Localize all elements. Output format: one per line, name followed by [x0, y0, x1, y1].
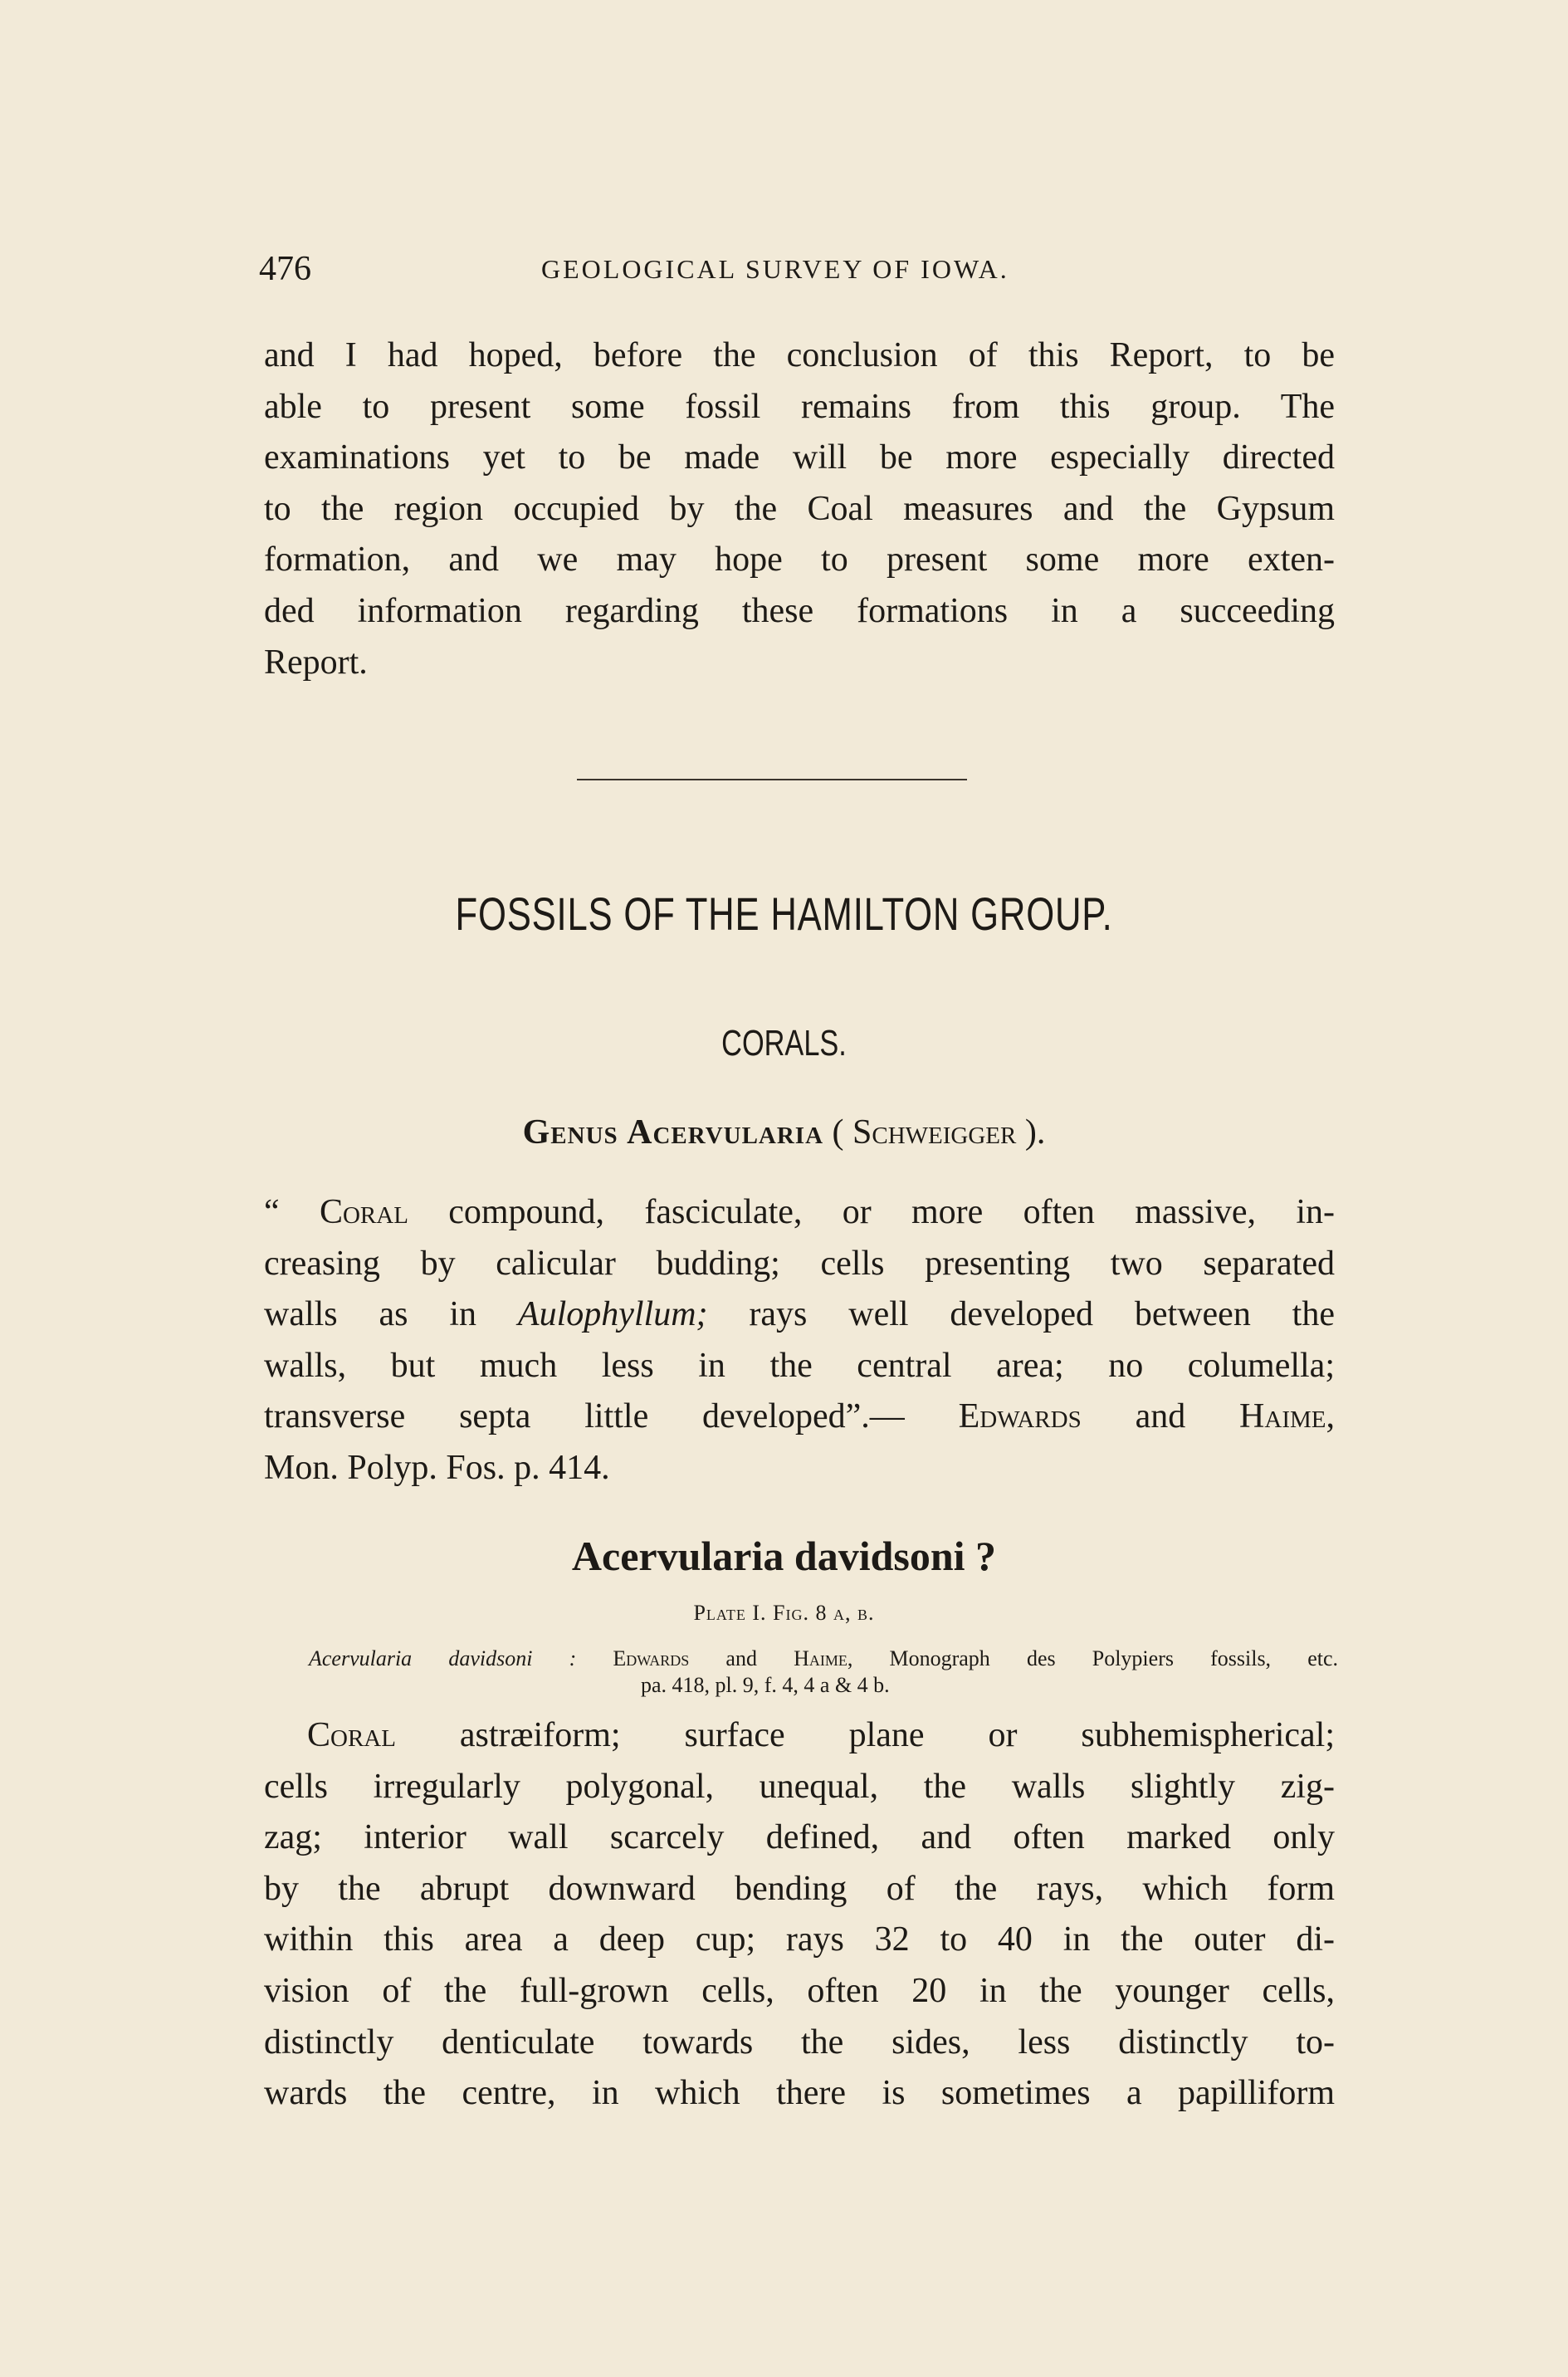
author-name: Edwards [958, 1397, 1082, 1436]
text-line: and I had hoped, before the conclusion of this Report, to be [264, 336, 1335, 374]
text-line: within this area a deep cup; rays 32 to 40 in the outer di- [264, 1920, 1335, 1959]
italic-term: Aulophyllum; [517, 1295, 708, 1334]
intro-paragraph [264, 330, 1335, 688]
text-run: compound, fasciculate, or more often massive, in- [408, 1193, 1335, 1231]
text-run: rays well developed between the [707, 1295, 1335, 1334]
genus-name: Acervularia [627, 1113, 824, 1152]
text-line: creasing by calicular budding; cells presenting two separated [264, 1244, 1335, 1283]
citation-line: pa. 418, pl. 9, f. 4, 4 a & 4 b. [641, 1673, 890, 1697]
text-run: walls as in [264, 1295, 518, 1334]
text-line: to the region occupied by the Coal measures and the Gypsum [264, 489, 1335, 528]
text-line: distinctly denticulate towards the sides, less distinctly to- [264, 2022, 1335, 2062]
genus-description [264, 1187, 1335, 1494]
text-line: examinations yet to be made will be more especially directed [264, 438, 1335, 477]
species-heading: Acervularia davidsoni ? [571, 1533, 997, 1579]
author-name: Edwards [613, 1646, 690, 1670]
text-line [264, 1710, 1335, 1762]
text-line: by the abrupt downward bending of the rays, which form [264, 1869, 1335, 1908]
text-line: Report. [264, 643, 368, 682]
author-name: Haime, [1239, 1397, 1335, 1436]
text-run: and [1081, 1397, 1240, 1436]
section-subheading: CORALS. [721, 1023, 847, 1064]
text-line: zag; interior wall scarcely defined, and often marked only [264, 1818, 1335, 1857]
species-description [264, 1710, 1335, 2120]
open-quote: “ [264, 1193, 320, 1231]
author-name: Haime, [794, 1646, 853, 1670]
text-line: walls, but much less in the central area; no columella; [264, 1346, 1335, 1385]
text-line [264, 1391, 1335, 1443]
text-line: wards the centre, in which there is sometimes a papilliform [264, 2074, 1335, 2113]
running-head: GEOLOGICAL SURVEY OF IOWA. [541, 254, 1009, 284]
text-line: formation, and we may hope to present some more exten- [264, 540, 1335, 580]
text-line [264, 1289, 1335, 1341]
text-line: vision of the full-grown cells, often 20 in the younger cells, [264, 1971, 1335, 2010]
page-number: 476 [259, 250, 311, 288]
text-line: cells irregularly polygonal, unequal, the walls slightly zig- [264, 1767, 1335, 1806]
plate-reference: Plate I. Fig. 8 a, b. [693, 1601, 875, 1625]
text-run: Monograph des Polypiers fossils, etc. [852, 1646, 1339, 1670]
genus-label: Genus [522, 1113, 618, 1152]
genus-author: ( Schweigger ). [832, 1113, 1046, 1152]
section-title: FOSSILS OF THE HAMILTON GROUP. [455, 888, 1113, 940]
citation-line [309, 1646, 1338, 1672]
text-line: Mon. Polyp. Fos. p. 414. [264, 1448, 610, 1487]
genus-heading [0, 1113, 1568, 1152]
text-line [264, 1187, 1335, 1239]
text-line: ded information regarding these formations in a succeeding [264, 591, 1335, 630]
section-divider [577, 779, 967, 780]
small-caps-term: Coral [319, 1193, 408, 1231]
text-run: astræiform; surface plane or subhemispherical; [395, 1716, 1335, 1754]
small-caps-term: Coral [307, 1716, 396, 1754]
text-run: transverse septa little developed”.— [264, 1397, 959, 1436]
synonymy-citation [309, 1646, 1338, 1699]
species-citation-name: Acervularia davidsoni : [309, 1646, 577, 1670]
page-header [259, 249, 1338, 299]
text-run: and [689, 1646, 794, 1670]
text-line: able to present some fossil remains from this group. The [264, 387, 1335, 426]
